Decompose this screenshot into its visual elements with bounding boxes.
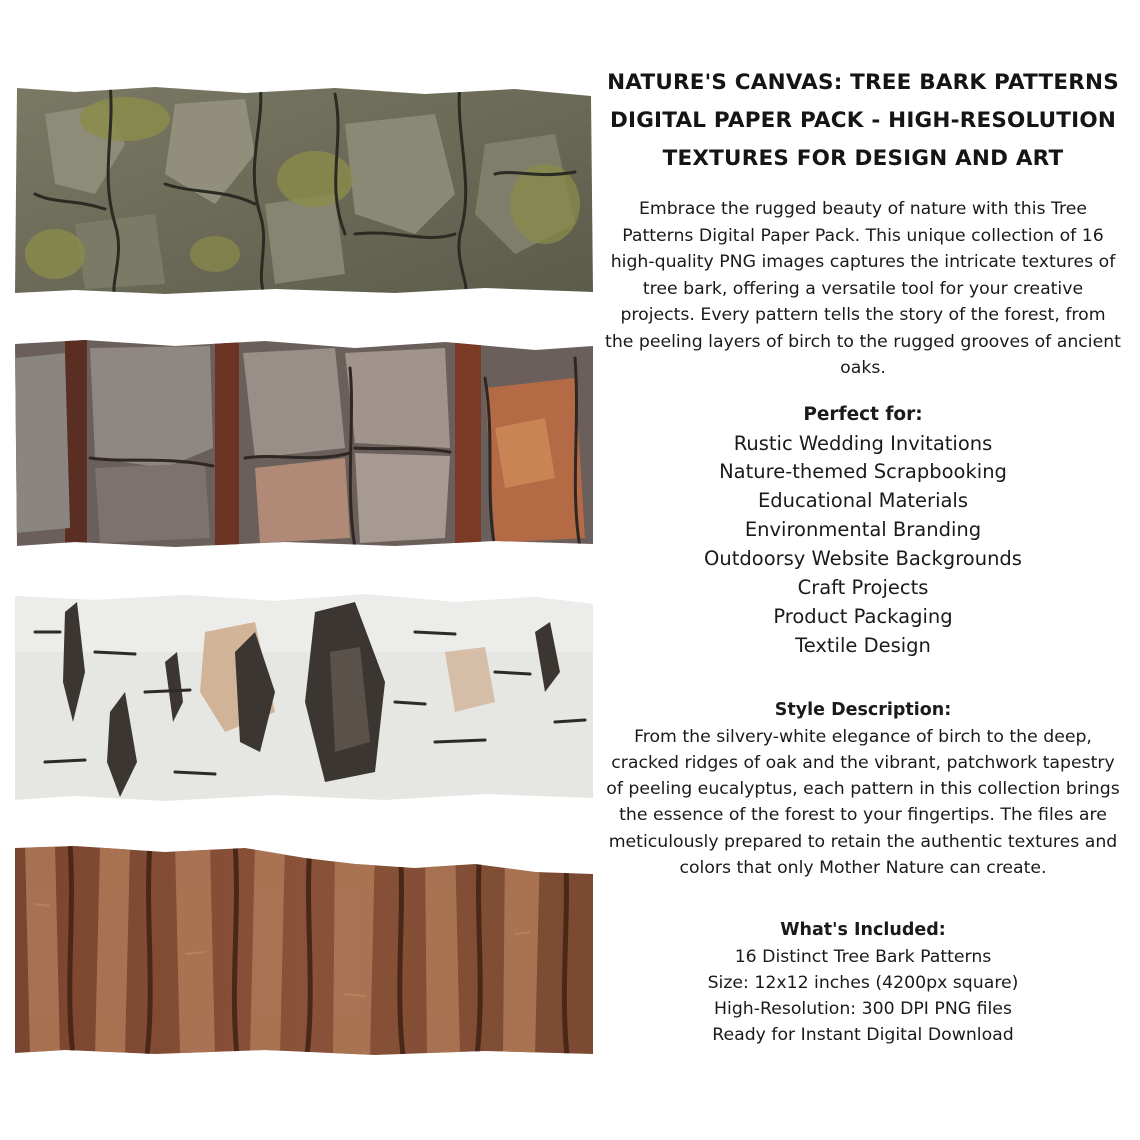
title-line-2: DIGITAL PAPER PACK - HIGH-RESOLUTION xyxy=(609,108,1117,133)
list-item: Product Packaging xyxy=(773,604,953,628)
list-item: Nature-themed Scrapbooking xyxy=(719,460,1007,484)
title-line-3: TEXTURES FOR DESIGN AND ART xyxy=(662,146,1064,171)
product-description xyxy=(604,64,1122,1048)
list-item: Educational Materials xyxy=(757,489,969,513)
list-item: Outdoorsy Website Backgrounds xyxy=(704,547,1022,571)
title-line-1: NATURE'S CANVAS: TREE BARK PATTERNS xyxy=(607,70,1119,95)
list-item: Ready for Instant Digital Download xyxy=(712,1024,1014,1045)
bark-swatch-birch xyxy=(15,592,593,802)
perfect-for-heading: Perfect for: xyxy=(803,403,923,425)
bark-swatch-mossy xyxy=(15,84,593,296)
pine-bark-texture xyxy=(15,338,593,548)
list-item: Textile Design xyxy=(795,633,931,657)
mossy-bark-texture xyxy=(15,84,593,296)
birch-bark-texture xyxy=(15,592,593,802)
list-item: Rustic Wedding Invitations xyxy=(733,431,993,455)
list-item: 16 Distinct Tree Bark Patterns xyxy=(734,946,992,967)
whats-included-list xyxy=(604,944,1122,1048)
style-description-text: From the silvery-white elegance of birch to the deep, cracked ridges of oak and the vibrant, patchwork tapestry of peeling eucalyptus, each pattern in this collection brings the essence of the forest to your fingertips. The files are meticulously prepared to retain the authentic textures and colors that only Mother Nature can create. xyxy=(606,726,1120,878)
list-item: Environmental Branding xyxy=(744,518,982,542)
style-description-heading: Style Description: xyxy=(774,699,952,720)
whats-included-heading: What's Included: xyxy=(780,919,946,940)
oak-bark-texture xyxy=(15,844,593,1056)
bark-swatch-red-pine xyxy=(15,338,593,548)
intro-paragraph: Embrace the rugged beauty of nature with this Tree Patterns Digital Paper Pack. This unique collection of 16 high-quality PNG images captures the intricate textures of tree bark, offering a versatile tool for your creative projects. Every pattern tells the story of the forest, from the peeling layers of birch to the rugged grooves of ancient oaks. xyxy=(605,199,1121,378)
list-item: Size: 12x12 inches (4200px square) xyxy=(707,972,1019,993)
bark-swatch-brown-oak xyxy=(15,844,593,1056)
perfect-for-list xyxy=(604,430,1122,661)
product-title xyxy=(604,64,1122,178)
list-item: High-Resolution: 300 DPI PNG files xyxy=(714,998,1012,1019)
list-item: Craft Projects xyxy=(797,576,929,600)
